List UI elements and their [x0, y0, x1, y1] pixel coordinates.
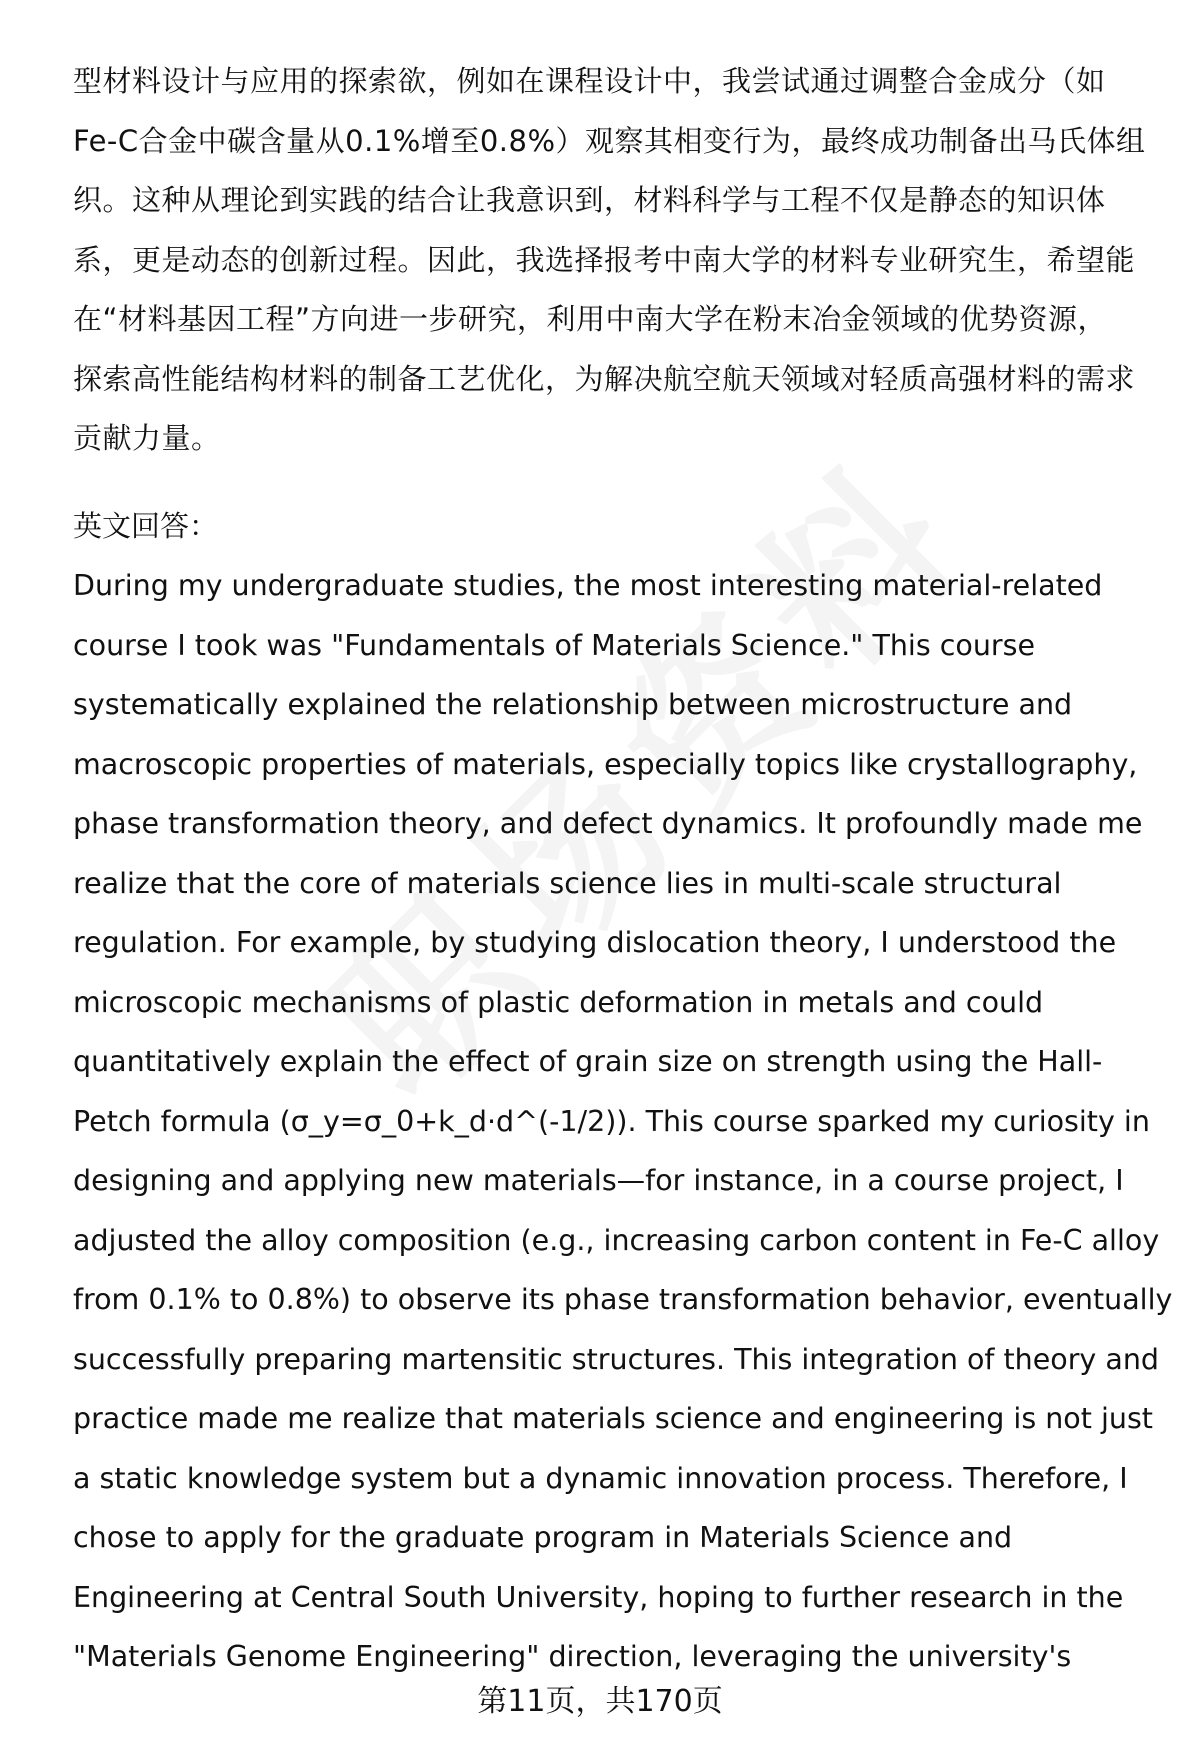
text-line: "Materials Genome Engineering" direction, leveraging the university's [73, 1640, 1072, 1673]
text-line: 探索高性能结构材料的制备工艺优化，为解决航空航天领域对轻质高强材料的需求 [73, 361, 1136, 396]
page-content [73, 52, 1173, 1687]
text-line: regulation. For example, by studying dislocation theory, I understood the [73, 926, 1117, 959]
text-line: 贡献力量。 [73, 421, 221, 455]
text-line: designing and applying new materials—for instance, in a course project, I [73, 1164, 1124, 1197]
text-line: Engineering at Central South University, hoping to further research in the [73, 1580, 1124, 1614]
text-line: 系，更是动态的创新过程。因此，我选择报考中南大学的材料专业研究生，希望能 [73, 242, 1136, 277]
text-line: macroscopic properties of materials, especially topics like crystallography, [73, 747, 1138, 781]
text-line: Fe-C合金中碳含量从0.1%增至0.8%）观察其相变行为，最终成功制备出马氏体组 [73, 123, 1146, 158]
text-line: quantitatively explain the effect of grain size on strength using the Hall- [73, 1045, 1103, 1078]
text-line: realize that the core of materials science lies in multi-scale structural [73, 866, 1062, 900]
text-line: a static knowledge system but a dynamic innovation process. Therefore, I [73, 1461, 1128, 1495]
text-line: During my undergraduate studies, the most interesting material-related [73, 569, 1103, 602]
text-line: 型材料设计与应用的探索欲，例如在课程设计中，我尝试通过调整合金成分（如 [73, 64, 1106, 98]
text-line: successfully preparing martensitic structures. This integration of theory and [73, 1342, 1159, 1376]
text-line: course I took was "Fundamentals of Materials Science." This course [73, 628, 1036, 662]
page-number-footer: 第11页，共170页 [477, 1684, 723, 1719]
text-line: chose to apply for the graduate program in Materials Science and [73, 1521, 1013, 1554]
text-line: microscopic mechanisms of plastic deformation in metals and could [73, 985, 1044, 1019]
english-answer-paragraph [73, 556, 1173, 1687]
chinese-answer-paragraph [73, 52, 1153, 469]
text-line: 织。这种从理论到实践的结合让我意识到，材料科学与工程不仅是静态的知识体 [73, 183, 1106, 217]
text-line: Petch formula (σ_y=σ_0+k_d·d^(-1/2)). This course sparked my curiosity in [73, 1104, 1150, 1138]
text-line: systematically explained the relationship between microstructure and [73, 688, 1073, 721]
text-line: from 0.1% to 0.8%) to observe its phase transformation behavior, eventually [73, 1283, 1173, 1316]
text-line: 在“材料基因工程”方向进一步研究，利用中南大学在粉末冶金领域的优势资源， [73, 302, 1108, 336]
text-line: adjusted the alloy composition (e.g., increasing carbon content in Fe-C alloy [73, 1223, 1160, 1257]
text-line: phase transformation theory, and defect dynamics. It profoundly made me [73, 807, 1143, 840]
text-line: practice made me realize that materials science and engineering is not just [73, 1402, 1153, 1435]
english-answer-heading: 英文回答： [73, 508, 219, 543]
